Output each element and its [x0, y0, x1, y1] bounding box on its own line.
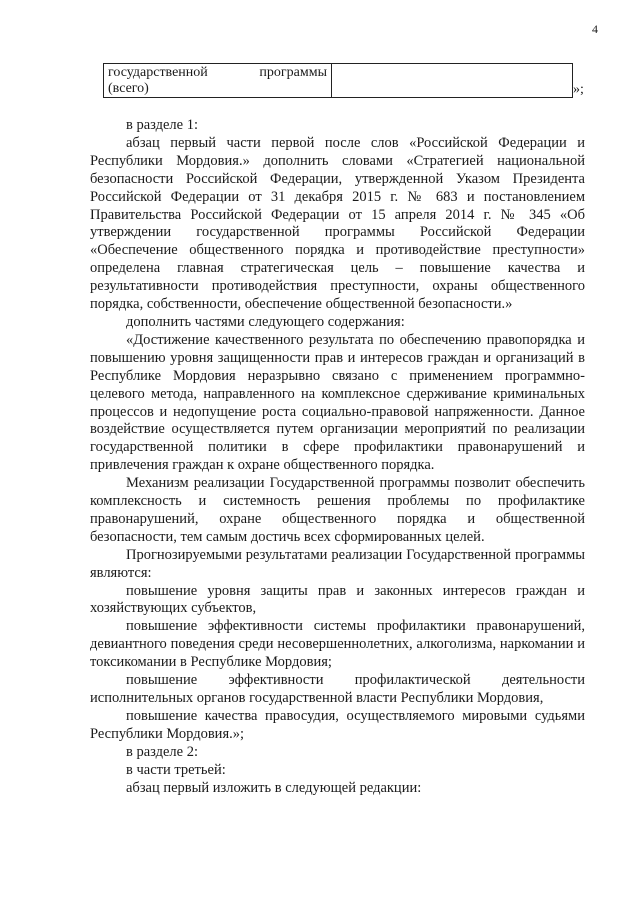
paragraph: повышение качества правосудия, осуществляемого мировыми судьями Республики Мордовия.»; [90, 707, 585, 742]
paragraph: абзац первый изложить в следующей редакции: [126, 779, 422, 796]
program-table-fragment [103, 63, 573, 98]
paragraph: дополнить частями следующего содержания: [126, 313, 405, 330]
paragraph: повышение уровня защиты прав и законных интересов граждан и хозяйствующих субъектов, [90, 582, 585, 617]
table-label-word-1: государственной [108, 65, 208, 80]
paragraph: Прогнозируемыми результатами реализации Государственной программы являются: [90, 546, 585, 581]
page-number: 4 [592, 22, 598, 36]
paragraph: в части третьей: [126, 761, 226, 778]
table-label-word-2: программы [259, 65, 327, 80]
table-label-cell [104, 64, 332, 97]
paragraph: абзац первый части первой после слов «Российской Федерации и Республики Мордовия.» дополнить словами «Стратегией национальной безопасности Российской Федерации, утвержденной Указом Президента Российской Федерации от 31 декабря 2015 г. № 683 и постановлением Правительства Российской Федерации от 15 апреля 2014 г. № 345 «Об утверждении государственной программы Российской Федерации «Обеспечение общественного порядка и противодействие преступности» определена главная стратегическая цель – повышение качества и результативности противодействия преступности, охраны общественного порядка, собственности, обеспечение общественной безопасности.» [90, 134, 585, 313]
paragraph: в разделе 1: [126, 117, 199, 133]
paragraph: повышение эффективности системы профилактики правонарушений, девиантного поведения среди несовершеннолетних, алкоголизма, наркомании и токсикомании в Республике Мордовия; [90, 618, 585, 671]
paragraph: повышение эффективности профилактической деятельности исполнительных органов государственной власти Республики Мордовия, [90, 672, 585, 706]
paragraph: «Достижение качественного результата по обеспечению правопорядка и повышению уровня защищенности прав и интересов граждан и организаций в Республике Мордовия неразрывно связано с применением программно-целевого метода, направленного на комплексное сдерживание криминальных процессов и недопущение роста социально-правовой напряженности. Данное воздействие осуществляется путем организации мероприятий по реализации государственной политики в сфере профилактики правонарушений и привлечения граждан к охране общественного порядка. [90, 331, 585, 474]
closing-quote: »; [573, 82, 584, 97]
table-label-line-2: (всего) [108, 81, 149, 96]
document-body [90, 117, 585, 797]
table-value-cell [332, 64, 572, 97]
paragraph: Механизм реализации Государственной программы позволит обеспечить комплексность и системность решения проблемы по профилактике правонарушений, охране общественного порядка и общественной безопасности, тем самым достичь всех сформированных целей. [90, 475, 585, 545]
paragraph: в разделе 2: [126, 743, 199, 760]
